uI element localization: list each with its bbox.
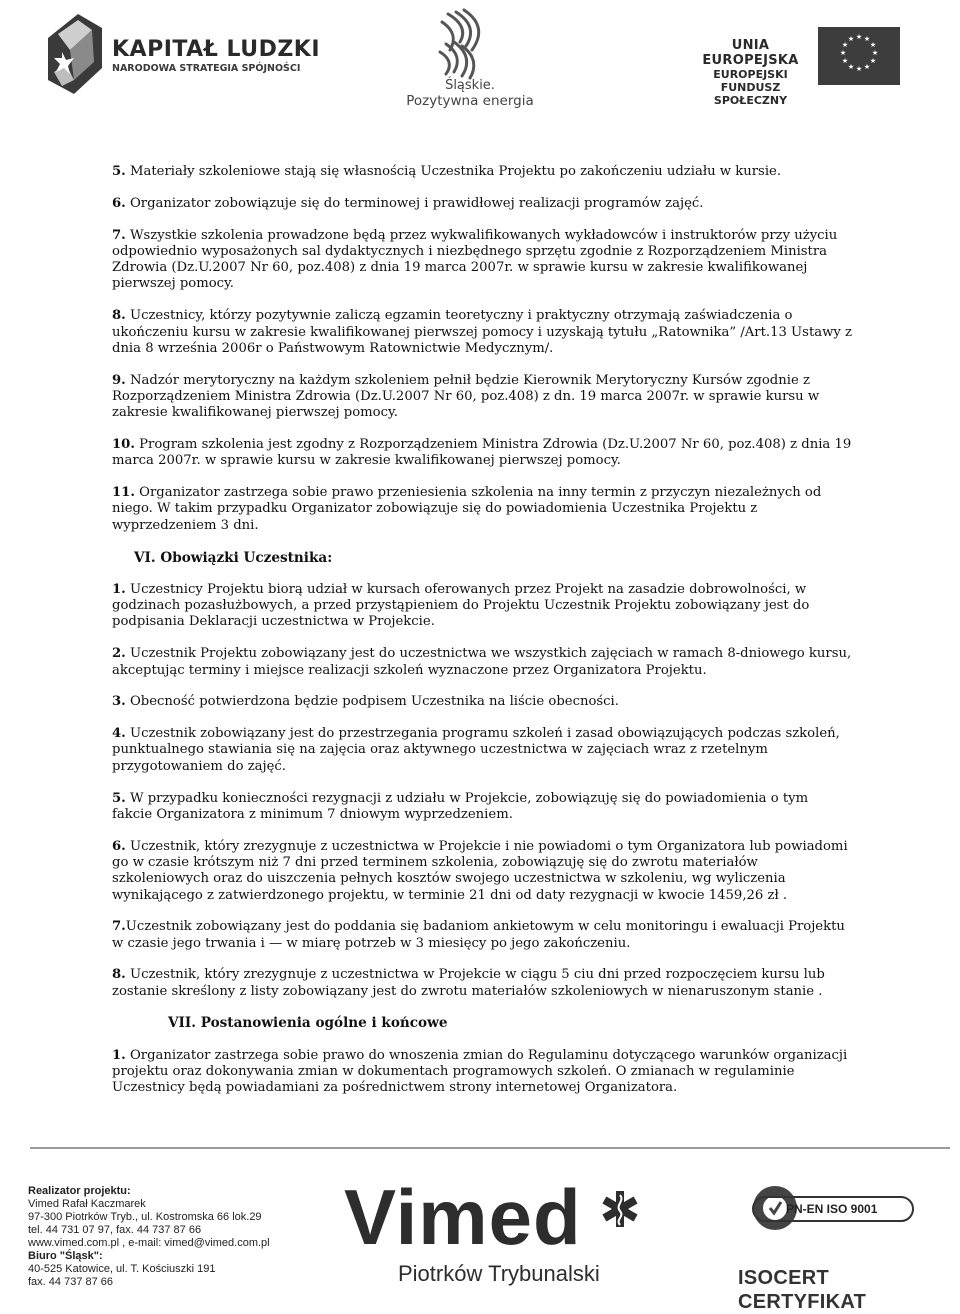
list-item [112,308,852,357]
list-item [112,582,852,631]
item-text: Program szkolenia jest zgodny z Rozporządzeniem Ministra Zdrowia (Dz.U.2007 Nr 60, poz.408) z dnia 19 marca 2007r. w sprawie kursu w zakresie kwalifikowanej pierwszej pomocy. [112,437,852,469]
item-text: W przypadku konieczności rezygnacji z udziału w Projekcie, zobowiązuję się do powiadomienia o tym fakcie Organizatora z minimum 7 dniowym wyprzedzeniem. [112,790,809,822]
list-item [112,967,852,1000]
item-number: 8. [112,967,126,983]
item-number: 7. [112,919,126,935]
item-text: Organizator zastrzega sobie prawo przeniesienia szkolenia na inny termin z przyczyn niezależnych od niego. W takim przypadku Organizator zobowiązuje się do powiadomienia Uczestnika Projektu z wyprzedzeniem 3 dni. [112,485,822,533]
item-number: 8. [112,308,126,324]
item-number: 11. [112,485,135,501]
eu-line-2: EUROPEJSKI [713,68,788,81]
item-number: 5. [112,164,126,179]
item-number: 2. [112,646,126,662]
section-6-heading: VI. Obowiązki Uczestnika: [134,549,333,566]
isocert-name: ISOCERT CERTYFIKAT [738,1267,867,1313]
kapital-ludzki-title: KAPITAŁ LUDZKI [112,37,321,62]
slaskie-logo-text [400,78,540,109]
footer-divider [30,1147,950,1149]
item-text: Nadzór merytoryczny na każdym szkoleniem pełnił będzie Kierownik Merytoryczny Kursów zgodnie z Rozporządzeniem Ministra Zdrowia (Dz.U.2007 Nr 60, poz.408) z dn. 19 marca 2007r. w sprawie kursu w zakresie kwalifikowanej pierwszej pomocy. [112,372,820,421]
eu-fund-logo-text [688,38,813,107]
item-number: 3. [112,694,126,710]
item-number: 4. [112,726,126,742]
footer-line: 40-525 Katowice, ul. T. Kościuszki 191 [28,1263,216,1275]
vimed-logo-city: Piotrków Trybunalski [398,1261,600,1286]
item-text: Uczestnik, który zrezygnuje z uczestnictwa w Projekcie w ciągu 5 ciu dni przed rozpoczęciem kursu lub zostanie skreślony z listy zobowiązany jest do zwrotu materiałów szkoleniowych w nienaruszonym stanie . [112,967,825,999]
eu-flag-icon [818,27,900,85]
svg-text:★: ★ [839,49,847,57]
slaskie-tagline: Pozytywna energia [406,93,534,109]
section-7-heading: VII. Postanowienia ogólne i końcowe [168,1015,448,1032]
item-text: Uczestnik zobowiązany jest do poddania się badaniom ankietowym w celu monitoringu i ewaluacji Projektu w czasie jego trwania i — w miarę potrzeb w 3 miesięcy po jego zakończeniu. [112,919,845,951]
eu-line-1: UNIA EUROPEJSKA [702,38,799,68]
vimed-logo-name: Vimed [344,1173,582,1261]
footer-line: Biuro "Śląsk": [28,1250,103,1262]
footer-line: www.vimed.com.pl , e-mail: vimed@vimed.com.pl [28,1237,270,1249]
item-text: Uczestnicy Projektu biorą udział w kursach oferowanych przez Projekt na zasadzie dobrowolności, w godzinach pozasłużbowych, a przed przystąpieniem do Projektu Uczestnik Projektu zobowiązany jest do podpisania Deklaracji uczestnictwa w Projekcie. [112,581,810,630]
list-item [112,437,852,470]
footer-line: Vimed Rafał Kaczmarek [28,1198,146,1210]
kapital-ludzki-logo-icon [44,10,106,98]
svg-text:★: ★ [869,57,877,65]
svg-text:★: ★ [847,63,855,71]
item-text: Materiały szkoleniowe stają się własnością Uczestnika Projektu po zakończeniu udziału w kursie. [125,164,782,179]
kapital-ludzki-logo-text [112,38,320,75]
svg-text:★: ★ [855,33,863,41]
item-number: 7. [112,227,126,243]
list-item [112,694,852,710]
svg-text:★: ★ [855,65,863,73]
slaskie-logo-icon [428,8,498,80]
svg-text:★: ★ [841,41,849,49]
item-number: 10. [112,437,135,453]
svg-text:★: ★ [847,35,855,43]
list-item [112,485,852,534]
list-item [112,919,852,952]
svg-text:★: ★ [863,35,871,43]
svg-text:★: ★ [863,63,871,71]
item-text: Organizator zastrzega sobie prawo do wnoszenia zmian do Regulaminu dotyczącego warunków organizacji projektu oraz dokonywania zmian w dokumentach programowych szkoleń. O zmianach w regulaminie Uczestnicy będą powiadamiani za pośrednictwem strony internetowej Organizatora. [112,1047,848,1096]
section-5-items [112,164,852,534]
item-text: Uczestnik Projektu zobowiązany jest do uczestnictwa we wszystkich zajęciach w ramach 8-dniowego kursu, akceptując terminy i miejsce realizacji szkoleń wyznaczone przez Organizatora Projektu. [112,646,852,678]
list-item [112,791,852,824]
item-number: 6. [112,195,126,211]
item-text: Uczestnik zobowiązany jest do przestrzegania programu szkoleń i zasad obowiązujących podczas szkoleń, punktualnego stawiania się na zajęcia oraz aktywnego uczestnictwa w zajęciach wraz z rzetelnym przygotowaniem do zajęć. [112,726,840,774]
star-of-life-icon [603,1189,637,1229]
item-text: Uczestnicy, którzy pozytywnie zaliczą egzamin teoretyczny i praktyczny otrzymają zaświadczenia o ukończeniu kursu w zakresie kwalifikowanej pierwszej pomocy i uzyskają tytułu „Ratownika” /Art.13 Ustawy z dnia 8 września 2006r o Państwowym Ratownictwie Medycznym/. [112,308,852,356]
svg-text:★: ★ [869,41,877,49]
section-6-items [112,582,852,1000]
section-7-items [112,1048,852,1097]
list-item [112,228,852,293]
item-number: 1. [112,1047,126,1063]
footer-line: 97-300 Piotrków Tryb., ul. Kostromska 66 lok.29 [28,1211,262,1223]
eu-line-3: FUNDUSZ SPOŁECZNY [713,81,788,107]
item-number: 9. [112,372,126,388]
item-number: 1. [112,581,126,597]
list-item [112,373,852,422]
list-item [112,726,852,775]
svg-text:★: ★ [841,57,849,65]
list-item [112,1048,852,1097]
item-text: Organizator zobowiązuje się do terminowej i prawidłowej realizacji programów zajęć. [125,195,704,211]
list-item [112,646,852,679]
item-text: Obecność potwierdzona będzie podpisem Uczestnika na liście obecności. [125,694,619,710]
page-header [0,0,960,120]
list-item [112,164,852,180]
footer-line: tel. 44 731 07 97, fax. 44 737 87 66 [28,1224,202,1236]
footer-line: Realizator projektu: [28,1185,131,1197]
list-item [112,196,852,212]
svg-text:★: ★ [871,49,879,57]
item-number: 6. [112,838,126,854]
list-item [112,839,852,904]
footer-line: fax. 44 737 87 66 [28,1276,114,1288]
item-text: Uczestnik, który zrezygnuje z uczestnictwa w Projekcie i nie powiadomi o tym Organizatora lub powiadomi go w czasie krótszym niż 7 dni przed terminem szkolenia, zobowiązuję się do zwrotu materiałów szkoleniowych oraz do uiszczenia pełnych kosztów swojego uczestnictwa w szkoleniu, wg wyliczenia wynikającego z zatwierdzonego projektu, w terminie 21 dni od daty rezygnacji w kwocie 1459,26 zł . [112,838,848,903]
iso-badge: PN-EN ISO 9001 [752,1196,914,1222]
item-number: 5. [112,790,126,806]
item-text: Wszystkie szkolenia prowadzone będą przez wykwalifikowanych wykładowców i instruktorów przy użyciu odpowiednio wyposażonych sal dydaktycznych i niezbędnego sprzętu zgodnie z Rozporządzeniem Ministra Zdrowia (Dz.U.2007 Nr 60, poz.408) z dnia 19 marca 2007r. w sprawie kursu w zakresie kwalifikowanej pierwszej pomocy. [112,227,838,292]
regulation-text [112,164,852,1112]
footer-contact-info [28,1185,270,1289]
slaskie-name: Śląskie. [445,78,495,93]
kapital-ludzki-subtitle: NARODOWA STRATEGIA SPÓJNOŚCI [112,63,301,74]
